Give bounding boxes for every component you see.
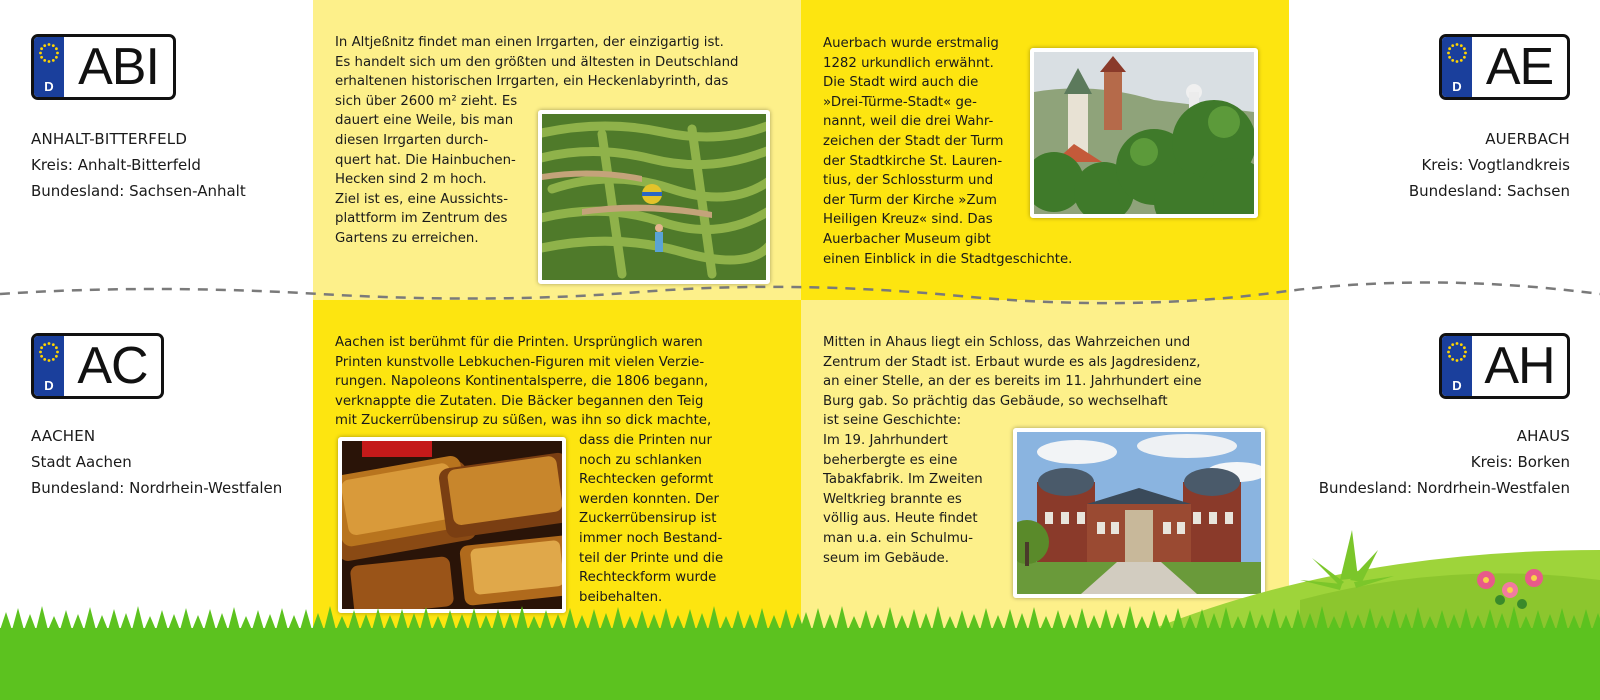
license-plate-ac — [31, 333, 164, 399]
text-line: Aachen ist berühmt für die Printen. Ursprünglich waren — [335, 335, 703, 350]
state-label: Bundesland: — [31, 479, 130, 497]
text-line: Heiligen Kreuz« sind. Das — [823, 212, 993, 228]
eu-stars-icon — [34, 336, 64, 396]
text-line: der Stadtkirche St. Lauren- — [823, 153, 1003, 169]
text-line: dauert eine Weile, bis man — [335, 113, 514, 129]
text-line: dass die Printen nur — [579, 433, 712, 448]
text-line: Mitten in Ahaus liegt ein Schloss, das Wahrzeichen und — [823, 335, 1191, 350]
text-line: an einer Stelle, an der es bereits im 11. Jahrhundert eine — [823, 374, 1202, 390]
district-value: Vogtlandkreis — [1468, 156, 1570, 174]
text-line: quert hat. Die Hainbuchen- — [335, 152, 516, 168]
text-line: Es handelt sich um den größten und ältesten in Deutschland — [335, 54, 739, 70]
text-line: tius, der Schlossturm und — [823, 173, 994, 189]
city-name: ANHALT-BITTERFELD — [31, 130, 188, 148]
text-line: Hecken sind 2 m hoch. — [335, 172, 487, 188]
license-plate-ah — [1439, 333, 1570, 399]
text-line: beibehalten. — [579, 589, 663, 605]
text-line: beherbergte es eine — [823, 452, 958, 468]
text-line: rungen. Napoleons Kontinentalsperre, die 1806 begann, — [335, 374, 709, 390]
plate-code: AC — [77, 337, 148, 395]
text-line: In Altjeßnitz findet man einen Irrgarten, der einzigartig ist. — [335, 35, 724, 50]
entry-ae — [1300, 126, 1570, 204]
text-line: Rechtecken geformt — [579, 472, 714, 488]
state-label: Bundesland: — [31, 182, 130, 200]
text-line: immer noch Bestand- — [579, 530, 723, 546]
text-line: werden konnten. Der — [579, 491, 719, 507]
plate-code: ABI — [78, 38, 159, 96]
text-line: sich über 2600 m² zieht. Es — [335, 93, 518, 109]
text-line: Im 19. Jahrhundert — [823, 432, 948, 448]
text-line: diesen Irrgarten durch- — [335, 132, 489, 148]
city-name: AHAUS — [1516, 427, 1570, 445]
text-line: teil der Printe und die — [579, 550, 724, 566]
text-line: erhaltenen historischen Irrgarten, ein Heckenlabyrinth, das — [335, 74, 729, 90]
text-line: Die Stadt wird auch die — [823, 75, 979, 91]
text-line: der Turm der Kirche »Zum — [823, 192, 997, 208]
state-value: Nordrhein-Westfalen — [129, 479, 283, 497]
text-line: seum im Gebäude. — [823, 550, 949, 566]
hedge-maze-photo — [538, 110, 770, 284]
city-name: AUERBACH — [1485, 130, 1570, 148]
state-label: Bundesland: — [1318, 479, 1417, 497]
district-value: Anhalt-Bitterfeld — [77, 156, 201, 174]
text-line: »Drei-Türme-Stadt« ge- — [823, 94, 977, 110]
text-line: Gartens zu erreichen. — [335, 230, 479, 246]
text-line: Rechteckform wurde — [579, 570, 717, 586]
text-line: Ziel ist es, eine Aussichts- — [335, 191, 508, 207]
grass-decoration — [0, 520, 1600, 700]
text-line: plattform im Zentrum des — [335, 211, 508, 227]
text-line: Burg gab. So prächtig das Gebäude, so wechselhaft — [823, 393, 1168, 409]
district-label: Kreis: — [1470, 453, 1518, 471]
entry-ac — [31, 423, 311, 501]
state-value: Sachsen-Anhalt — [129, 182, 246, 200]
country-code: D — [1452, 378, 1462, 393]
eu-stars-icon — [1442, 37, 1472, 97]
country-code: D — [44, 378, 54, 393]
text-line: ist seine Geschichte: — [823, 413, 962, 429]
text-line: 1282 urkundlich erwähnt. — [823, 55, 994, 71]
description-ac — [335, 333, 795, 431]
eu-stars-icon — [1442, 336, 1472, 396]
text-line: Zentrum der Stadt ist. Erbaut wurde es als Jagdresidenz, — [823, 354, 1201, 370]
text-line: Zuckerrübensirup ist — [579, 511, 717, 527]
license-plate-abi — [31, 34, 176, 100]
state-value: Sachsen — [1506, 182, 1570, 200]
city-name: AACHEN — [31, 427, 96, 445]
eu-stars-icon — [34, 37, 64, 97]
text-line: zeichen der Stadt der Turm — [823, 133, 1004, 149]
text-line: man u.a. ein Schulmu- — [823, 530, 974, 546]
text-line: Tabakfabrik. Im Zweiten — [823, 472, 983, 488]
license-plate-ae — [1439, 34, 1570, 100]
text-line: Auerbach wurde erstmalig — [823, 36, 999, 51]
text-line: Auerbacher Museum gibt — [823, 231, 991, 247]
district-label: Kreis: — [31, 156, 78, 174]
text-line: nannt, weil die drei Wahr- — [823, 114, 994, 130]
cut-line — [0, 280, 1600, 310]
text-line: noch zu schlanken — [579, 452, 702, 468]
state-value: Nordrhein-Westfalen — [1416, 479, 1570, 497]
text-line: Weltkrieg brannte es — [823, 491, 962, 507]
country-code: D — [44, 79, 54, 94]
text-line: Printen kunstvolle Lebkuchen-Figuren mit vielen Verzie- — [335, 354, 705, 370]
district-label: Kreis: — [1421, 156, 1469, 174]
plate-code: AE — [1485, 38, 1554, 96]
town-towers-photo — [1030, 48, 1258, 218]
entry-abi — [31, 126, 301, 204]
district-value: Stadt Aachen — [31, 453, 132, 471]
text-line: völlig aus. Heute findet — [823, 511, 978, 527]
text-line: mit Zuckerrübensirup zu süßen, was ihn so dick machte, — [335, 413, 712, 429]
text-line: einen Einblick in die Stadtgeschichte. — [823, 251, 1073, 267]
district-value: Borken — [1517, 453, 1570, 471]
entry-ah — [1290, 423, 1570, 501]
state-label: Bundesland: — [1408, 182, 1507, 200]
country-code: D — [1452, 79, 1462, 94]
plate-code: AH — [1484, 337, 1555, 395]
text-line: verknappte die Zutaten. Die Bäcker begannen den Teig — [335, 393, 704, 409]
